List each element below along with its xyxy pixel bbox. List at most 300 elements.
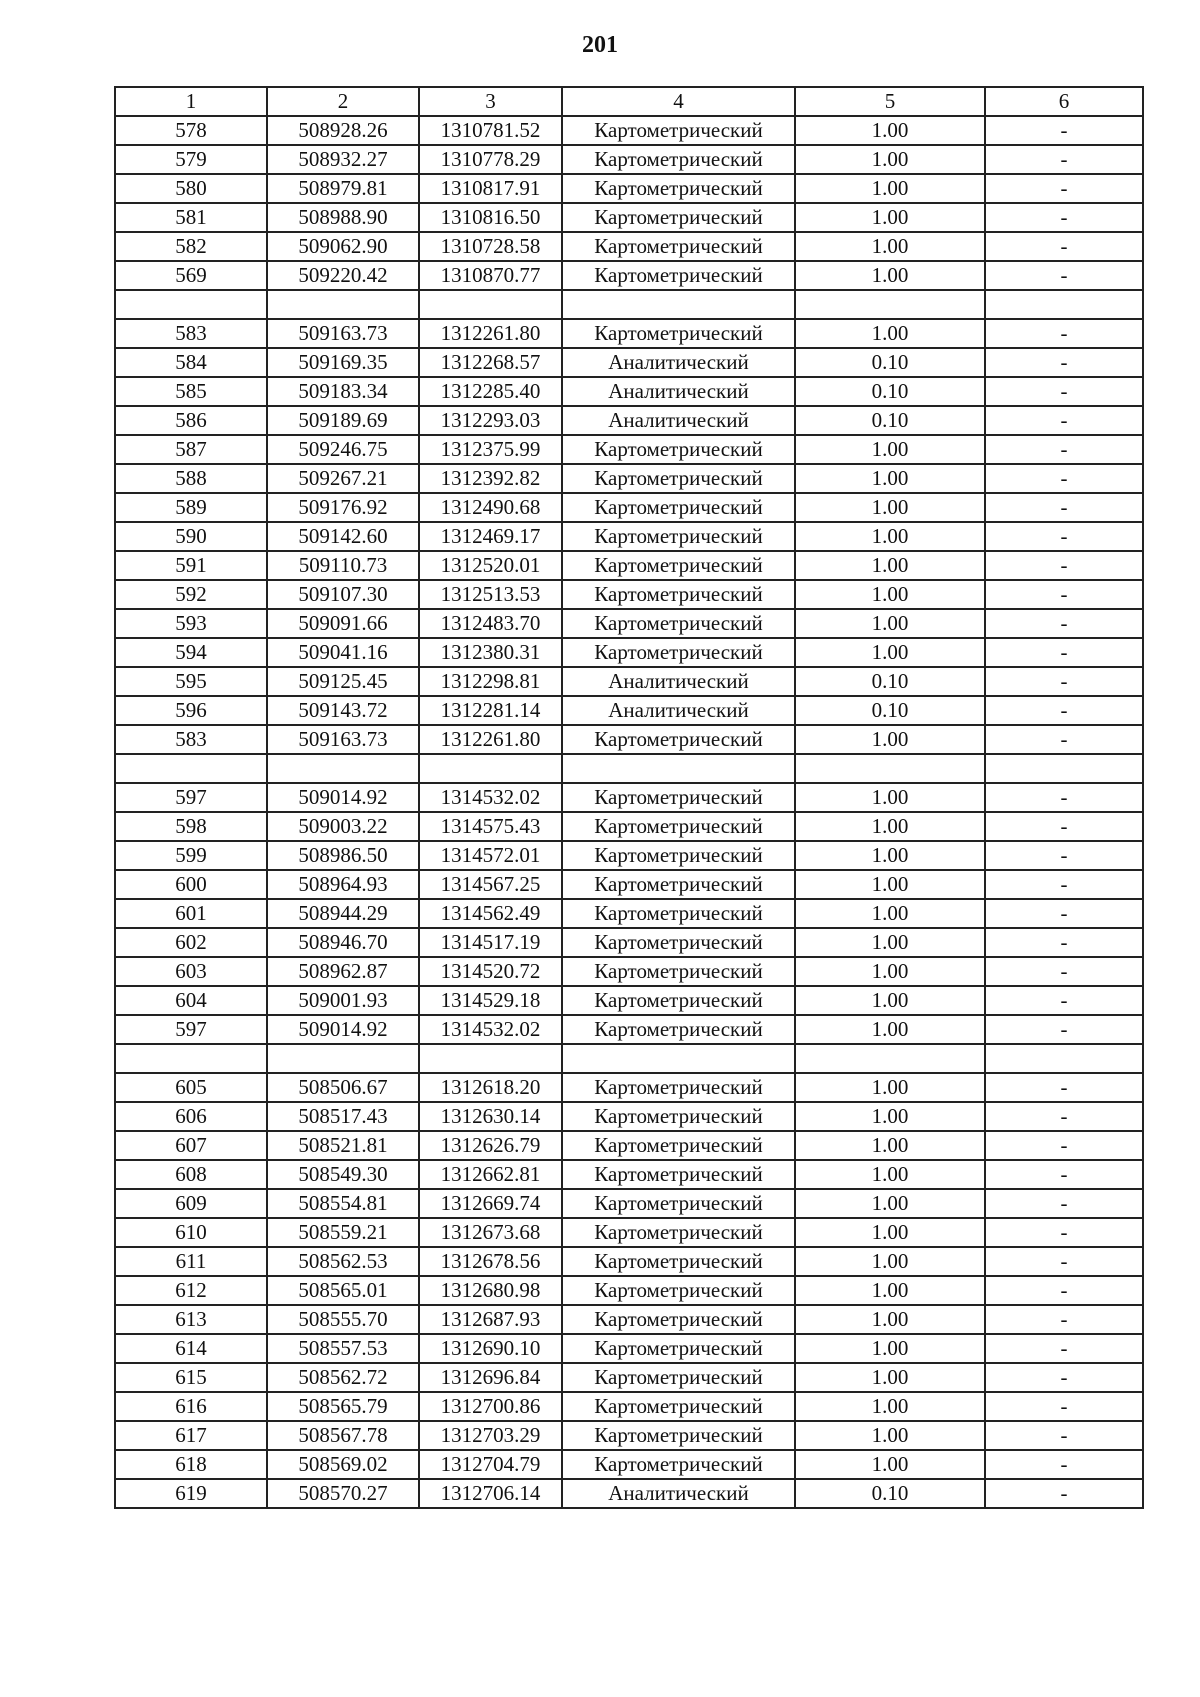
y-coordinate-cell: 1312696.84 [419, 1363, 562, 1392]
table-row [115, 1305, 1143, 1334]
method-cell: Картометрический [562, 580, 795, 609]
separator-row [115, 290, 1143, 319]
x-coordinate-cell: 508562.72 [267, 1363, 419, 1392]
y-coordinate-cell: 1312268.57 [419, 348, 562, 377]
x-coordinate-cell: 508569.02 [267, 1450, 419, 1479]
accuracy-cell: 1.00 [795, 1450, 985, 1479]
note-cell: - [985, 145, 1143, 174]
method-cell: Картометрический [562, 928, 795, 957]
point-number-cell: 589 [115, 493, 267, 522]
note-cell: - [985, 116, 1143, 145]
point-number-cell: 583 [115, 319, 267, 348]
y-coordinate-cell: 1312490.68 [419, 493, 562, 522]
x-coordinate-cell: 508570.27 [267, 1479, 419, 1508]
note-cell: - [985, 493, 1143, 522]
table-row [115, 464, 1143, 493]
note-cell: - [985, 232, 1143, 261]
table-row [115, 696, 1143, 725]
y-coordinate-cell: 1312618.20 [419, 1073, 562, 1102]
y-coordinate-cell: 1312392.82 [419, 464, 562, 493]
note-cell: - [985, 1479, 1143, 1508]
point-number-cell: 588 [115, 464, 267, 493]
note-cell [985, 1044, 1143, 1073]
method-cell: Картометрический [562, 551, 795, 580]
method-cell: Картометрический [562, 957, 795, 986]
y-coordinate-cell: 1312261.80 [419, 725, 562, 754]
accuracy-cell: 1.00 [795, 493, 985, 522]
method-cell [562, 290, 795, 319]
table-row [115, 1218, 1143, 1247]
x-coordinate-cell: 508555.70 [267, 1305, 419, 1334]
method-cell: Картометрический [562, 1102, 795, 1131]
y-coordinate-cell: 1314567.25 [419, 870, 562, 899]
table-row [115, 638, 1143, 667]
table-row [115, 1015, 1143, 1044]
x-coordinate-cell: 509220.42 [267, 261, 419, 290]
point-number-cell: 600 [115, 870, 267, 899]
method-cell: Картометрический [562, 638, 795, 667]
x-coordinate-cell: 508946.70 [267, 928, 419, 957]
table-row [115, 783, 1143, 812]
table-row [115, 1102, 1143, 1131]
note-cell: - [985, 1363, 1143, 1392]
method-cell: Картометрический [562, 1015, 795, 1044]
y-coordinate-cell: 1312706.14 [419, 1479, 562, 1508]
point-number-cell: 590 [115, 522, 267, 551]
note-cell: - [985, 1392, 1143, 1421]
x-coordinate-cell: 509001.93 [267, 986, 419, 1015]
accuracy-cell: 0.10 [795, 667, 985, 696]
point-number-cell: 584 [115, 348, 267, 377]
method-cell: Картометрический [562, 1218, 795, 1247]
table-row [115, 1131, 1143, 1160]
note-cell: - [985, 1247, 1143, 1276]
y-coordinate-cell: 1312673.68 [419, 1218, 562, 1247]
note-cell: - [985, 725, 1143, 754]
separator-row [115, 754, 1143, 783]
point-number-cell: 597 [115, 783, 267, 812]
method-cell: Картометрический [562, 1305, 795, 1334]
x-coordinate-cell: 509143.72 [267, 696, 419, 725]
table-row [115, 580, 1143, 609]
note-cell: - [985, 928, 1143, 957]
method-cell: Картометрический [562, 725, 795, 754]
table-row [115, 725, 1143, 754]
x-coordinate-cell: 509169.35 [267, 348, 419, 377]
x-coordinate-cell: 509125.45 [267, 667, 419, 696]
coordinates-table [114, 86, 1144, 1509]
note-cell: - [985, 609, 1143, 638]
accuracy-cell: 1.00 [795, 145, 985, 174]
accuracy-cell: 1.00 [795, 1392, 985, 1421]
table-row [115, 435, 1143, 464]
accuracy-cell: 1.00 [795, 725, 985, 754]
column-header: 1 [115, 87, 267, 116]
table-row [115, 261, 1143, 290]
x-coordinate-cell: 509014.92 [267, 1015, 419, 1044]
method-cell: Картометрический [562, 493, 795, 522]
y-coordinate-cell: 1312669.74 [419, 1189, 562, 1218]
y-coordinate-cell: 1310817.91 [419, 174, 562, 203]
method-cell: Картометрический [562, 1450, 795, 1479]
note-cell: - [985, 1276, 1143, 1305]
point-number-cell: 597 [115, 1015, 267, 1044]
accuracy-cell: 1.00 [795, 1102, 985, 1131]
method-cell: Картометрический [562, 435, 795, 464]
table-row [115, 986, 1143, 1015]
x-coordinate-cell: 509267.21 [267, 464, 419, 493]
note-cell: - [985, 174, 1143, 203]
accuracy-cell: 1.00 [795, 1305, 985, 1334]
point-number-cell [115, 1044, 267, 1073]
x-coordinate-cell: 508567.78 [267, 1421, 419, 1450]
point-number-cell: 591 [115, 551, 267, 580]
accuracy-cell: 1.00 [795, 1073, 985, 1102]
method-cell: Аналитический [562, 377, 795, 406]
accuracy-cell [795, 290, 985, 319]
x-coordinate-cell: 509163.73 [267, 725, 419, 754]
note-cell: - [985, 319, 1143, 348]
method-cell: Картометрический [562, 174, 795, 203]
y-coordinate-cell: 1314520.72 [419, 957, 562, 986]
x-coordinate-cell: 509142.60 [267, 522, 419, 551]
note-cell: - [985, 841, 1143, 870]
table-row [115, 348, 1143, 377]
method-cell: Картометрический [562, 1189, 795, 1218]
method-cell: Картометрический [562, 261, 795, 290]
page-number: 201 [582, 32, 618, 58]
table-header-row [115, 87, 1143, 116]
method-cell: Картометрический [562, 1392, 795, 1421]
note-cell: - [985, 1334, 1143, 1363]
accuracy-cell: 1.00 [795, 986, 985, 1015]
y-coordinate-cell: 1312630.14 [419, 1102, 562, 1131]
point-number-cell: 608 [115, 1160, 267, 1189]
point-number-cell: 603 [115, 957, 267, 986]
method-cell: Картометрический [562, 1131, 795, 1160]
method-cell: Картометрический [562, 841, 795, 870]
note-cell: - [985, 957, 1143, 986]
accuracy-cell: 1.00 [795, 1189, 985, 1218]
y-coordinate-cell: 1314572.01 [419, 841, 562, 870]
method-cell: Картометрический [562, 1363, 795, 1392]
x-coordinate-cell: 508557.53 [267, 1334, 419, 1363]
x-coordinate-cell: 509163.73 [267, 319, 419, 348]
point-number-cell: 611 [115, 1247, 267, 1276]
y-coordinate-cell: 1312626.79 [419, 1131, 562, 1160]
accuracy-cell: 1.00 [795, 638, 985, 667]
accuracy-cell: 1.00 [795, 435, 985, 464]
table-row [115, 1392, 1143, 1421]
accuracy-cell [795, 754, 985, 783]
accuracy-cell: 1.00 [795, 1363, 985, 1392]
y-coordinate-cell: 1312700.86 [419, 1392, 562, 1421]
accuracy-cell: 0.10 [795, 348, 985, 377]
method-cell: Аналитический [562, 1479, 795, 1508]
accuracy-cell: 0.10 [795, 1479, 985, 1508]
x-coordinate-cell [267, 290, 419, 319]
point-number-cell: 602 [115, 928, 267, 957]
table-row [115, 928, 1143, 957]
table-row [115, 870, 1143, 899]
accuracy-cell: 1.00 [795, 957, 985, 986]
note-cell: - [985, 435, 1143, 464]
method-cell: Картометрический [562, 232, 795, 261]
y-coordinate-cell: 1314529.18 [419, 986, 562, 1015]
x-coordinate-cell [267, 754, 419, 783]
point-number-cell: 585 [115, 377, 267, 406]
method-cell: Картометрический [562, 812, 795, 841]
point-number-cell: 606 [115, 1102, 267, 1131]
point-number-cell: 618 [115, 1450, 267, 1479]
separator-row [115, 1044, 1143, 1073]
accuracy-cell: 1.00 [795, 1334, 985, 1363]
y-coordinate-cell: 1312690.10 [419, 1334, 562, 1363]
point-number-cell: 582 [115, 232, 267, 261]
method-cell: Картометрический [562, 1334, 795, 1363]
y-coordinate-cell: 1312375.99 [419, 435, 562, 464]
point-number-cell [115, 754, 267, 783]
y-coordinate-cell: 1310816.50 [419, 203, 562, 232]
method-cell: Картометрический [562, 1276, 795, 1305]
accuracy-cell: 1.00 [795, 1160, 985, 1189]
note-cell: - [985, 522, 1143, 551]
x-coordinate-cell: 508549.30 [267, 1160, 419, 1189]
point-number-cell: 616 [115, 1392, 267, 1421]
y-coordinate-cell: 1314575.43 [419, 812, 562, 841]
note-cell [985, 754, 1143, 783]
table-row [115, 116, 1143, 145]
column-header: 6 [985, 87, 1143, 116]
x-coordinate-cell: 508986.50 [267, 841, 419, 870]
table-row [115, 1421, 1143, 1450]
accuracy-cell: 1.00 [795, 232, 985, 261]
point-number-cell: 612 [115, 1276, 267, 1305]
table-row [115, 812, 1143, 841]
note-cell: - [985, 783, 1143, 812]
x-coordinate-cell: 508521.81 [267, 1131, 419, 1160]
accuracy-cell: 1.00 [795, 812, 985, 841]
point-number-cell: 581 [115, 203, 267, 232]
x-coordinate-cell: 508944.29 [267, 899, 419, 928]
point-number-cell: 607 [115, 1131, 267, 1160]
accuracy-cell: 1.00 [795, 899, 985, 928]
accuracy-cell: 1.00 [795, 1015, 985, 1044]
table-row [115, 232, 1143, 261]
point-number-cell: 595 [115, 667, 267, 696]
table-row [115, 667, 1143, 696]
method-cell: Картометрический [562, 870, 795, 899]
accuracy-cell: 1.00 [795, 174, 985, 203]
y-coordinate-cell: 1314532.02 [419, 783, 562, 812]
method-cell: Картометрический [562, 1073, 795, 1102]
note-cell [985, 290, 1143, 319]
table-row [115, 203, 1143, 232]
y-coordinate-cell: 1312687.93 [419, 1305, 562, 1334]
table-row [115, 1479, 1143, 1508]
x-coordinate-cell: 508506.67 [267, 1073, 419, 1102]
accuracy-cell: 1.00 [795, 1421, 985, 1450]
x-coordinate-cell: 508932.27 [267, 145, 419, 174]
accuracy-cell: 1.00 [795, 870, 985, 899]
accuracy-cell: 0.10 [795, 696, 985, 725]
column-header: 5 [795, 87, 985, 116]
note-cell: - [985, 261, 1143, 290]
accuracy-cell: 1.00 [795, 319, 985, 348]
note-cell: - [985, 1160, 1143, 1189]
accuracy-cell: 0.10 [795, 377, 985, 406]
point-number-cell: 614 [115, 1334, 267, 1363]
x-coordinate-cell [267, 1044, 419, 1073]
point-number-cell: 604 [115, 986, 267, 1015]
point-number-cell: 605 [115, 1073, 267, 1102]
x-coordinate-cell: 508565.79 [267, 1392, 419, 1421]
point-number-cell: 587 [115, 435, 267, 464]
accuracy-cell: 1.00 [795, 580, 985, 609]
point-number-cell: 592 [115, 580, 267, 609]
table-row [115, 319, 1143, 348]
method-cell: Картометрический [562, 609, 795, 638]
method-cell: Аналитический [562, 667, 795, 696]
y-coordinate-cell [419, 290, 562, 319]
table-body [115, 116, 1143, 1508]
point-number-cell: 583 [115, 725, 267, 754]
method-cell: Картометрический [562, 464, 795, 493]
y-coordinate-cell: 1312281.14 [419, 696, 562, 725]
accuracy-cell: 1.00 [795, 1218, 985, 1247]
y-coordinate-cell: 1310778.29 [419, 145, 562, 174]
x-coordinate-cell: 508988.90 [267, 203, 419, 232]
point-number-cell: 609 [115, 1189, 267, 1218]
x-coordinate-cell: 508559.21 [267, 1218, 419, 1247]
y-coordinate-cell: 1312678.56 [419, 1247, 562, 1276]
y-coordinate-cell: 1312703.29 [419, 1421, 562, 1450]
y-coordinate-cell: 1310728.58 [419, 232, 562, 261]
note-cell: - [985, 203, 1143, 232]
y-coordinate-cell: 1312261.80 [419, 319, 562, 348]
method-cell: Картометрический [562, 1421, 795, 1450]
y-coordinate-cell: 1312680.98 [419, 1276, 562, 1305]
table-row [115, 377, 1143, 406]
method-cell: Аналитический [562, 348, 795, 377]
column-header: 2 [267, 87, 419, 116]
y-coordinate-cell [419, 1044, 562, 1073]
table-row [115, 1189, 1143, 1218]
table-row [115, 1073, 1143, 1102]
x-coordinate-cell: 508928.26 [267, 116, 419, 145]
method-cell: Картометрический [562, 783, 795, 812]
point-number-cell: 579 [115, 145, 267, 174]
note-cell: - [985, 667, 1143, 696]
note-cell: - [985, 638, 1143, 667]
column-header: 3 [419, 87, 562, 116]
x-coordinate-cell: 508562.53 [267, 1247, 419, 1276]
method-cell: Картометрический [562, 986, 795, 1015]
table-row [115, 522, 1143, 551]
y-coordinate-cell: 1312285.40 [419, 377, 562, 406]
note-cell: - [985, 464, 1143, 493]
y-coordinate-cell: 1314532.02 [419, 1015, 562, 1044]
x-coordinate-cell: 509183.34 [267, 377, 419, 406]
method-cell [562, 1044, 795, 1073]
point-number-cell: 580 [115, 174, 267, 203]
table-row [115, 899, 1143, 928]
y-coordinate-cell: 1310781.52 [419, 116, 562, 145]
note-cell: - [985, 1450, 1143, 1479]
table-row [115, 174, 1143, 203]
accuracy-cell: 1.00 [795, 841, 985, 870]
y-coordinate-cell: 1314562.49 [419, 899, 562, 928]
point-number-cell: 598 [115, 812, 267, 841]
accuracy-cell: 1.00 [795, 928, 985, 957]
accuracy-cell: 1.00 [795, 261, 985, 290]
table-row [115, 406, 1143, 435]
point-number-cell: 619 [115, 1479, 267, 1508]
note-cell: - [985, 812, 1143, 841]
table-row [115, 145, 1143, 174]
note-cell: - [985, 1073, 1143, 1102]
point-number-cell: 615 [115, 1363, 267, 1392]
accuracy-cell [795, 1044, 985, 1073]
x-coordinate-cell: 509091.66 [267, 609, 419, 638]
note-cell: - [985, 986, 1143, 1015]
point-number-cell: 569 [115, 261, 267, 290]
x-coordinate-cell: 508964.93 [267, 870, 419, 899]
point-number-cell: 586 [115, 406, 267, 435]
method-cell: Картометрический [562, 1160, 795, 1189]
accuracy-cell: 1.00 [795, 1276, 985, 1305]
x-coordinate-cell: 509107.30 [267, 580, 419, 609]
x-coordinate-cell: 508979.81 [267, 174, 419, 203]
x-coordinate-cell: 509041.16 [267, 638, 419, 667]
method-cell [562, 754, 795, 783]
method-cell: Картометрический [562, 1247, 795, 1276]
accuracy-cell: 1.00 [795, 1247, 985, 1276]
column-header: 4 [562, 87, 795, 116]
y-coordinate-cell: 1312483.70 [419, 609, 562, 638]
x-coordinate-cell: 509062.90 [267, 232, 419, 261]
x-coordinate-cell: 508565.01 [267, 1276, 419, 1305]
note-cell: - [985, 1305, 1143, 1334]
x-coordinate-cell: 509189.69 [267, 406, 419, 435]
table-row [115, 1247, 1143, 1276]
table-row [115, 841, 1143, 870]
x-coordinate-cell: 509003.22 [267, 812, 419, 841]
note-cell: - [985, 406, 1143, 435]
note-cell: - [985, 899, 1143, 928]
x-coordinate-cell: 508517.43 [267, 1102, 419, 1131]
x-coordinate-cell: 509246.75 [267, 435, 419, 464]
point-number-cell: 610 [115, 1218, 267, 1247]
note-cell: - [985, 580, 1143, 609]
note-cell: - [985, 1218, 1143, 1247]
point-number-cell: 613 [115, 1305, 267, 1334]
x-coordinate-cell: 509176.92 [267, 493, 419, 522]
accuracy-cell: 1.00 [795, 522, 985, 551]
note-cell: - [985, 1131, 1143, 1160]
table-row [115, 957, 1143, 986]
note-cell: - [985, 551, 1143, 580]
method-cell: Аналитический [562, 406, 795, 435]
note-cell: - [985, 1102, 1143, 1131]
point-number-cell: 617 [115, 1421, 267, 1450]
x-coordinate-cell: 509110.73 [267, 551, 419, 580]
table-row [115, 1160, 1143, 1189]
y-coordinate-cell: 1312704.79 [419, 1450, 562, 1479]
point-number-cell: 594 [115, 638, 267, 667]
method-cell: Аналитический [562, 696, 795, 725]
note-cell: - [985, 696, 1143, 725]
